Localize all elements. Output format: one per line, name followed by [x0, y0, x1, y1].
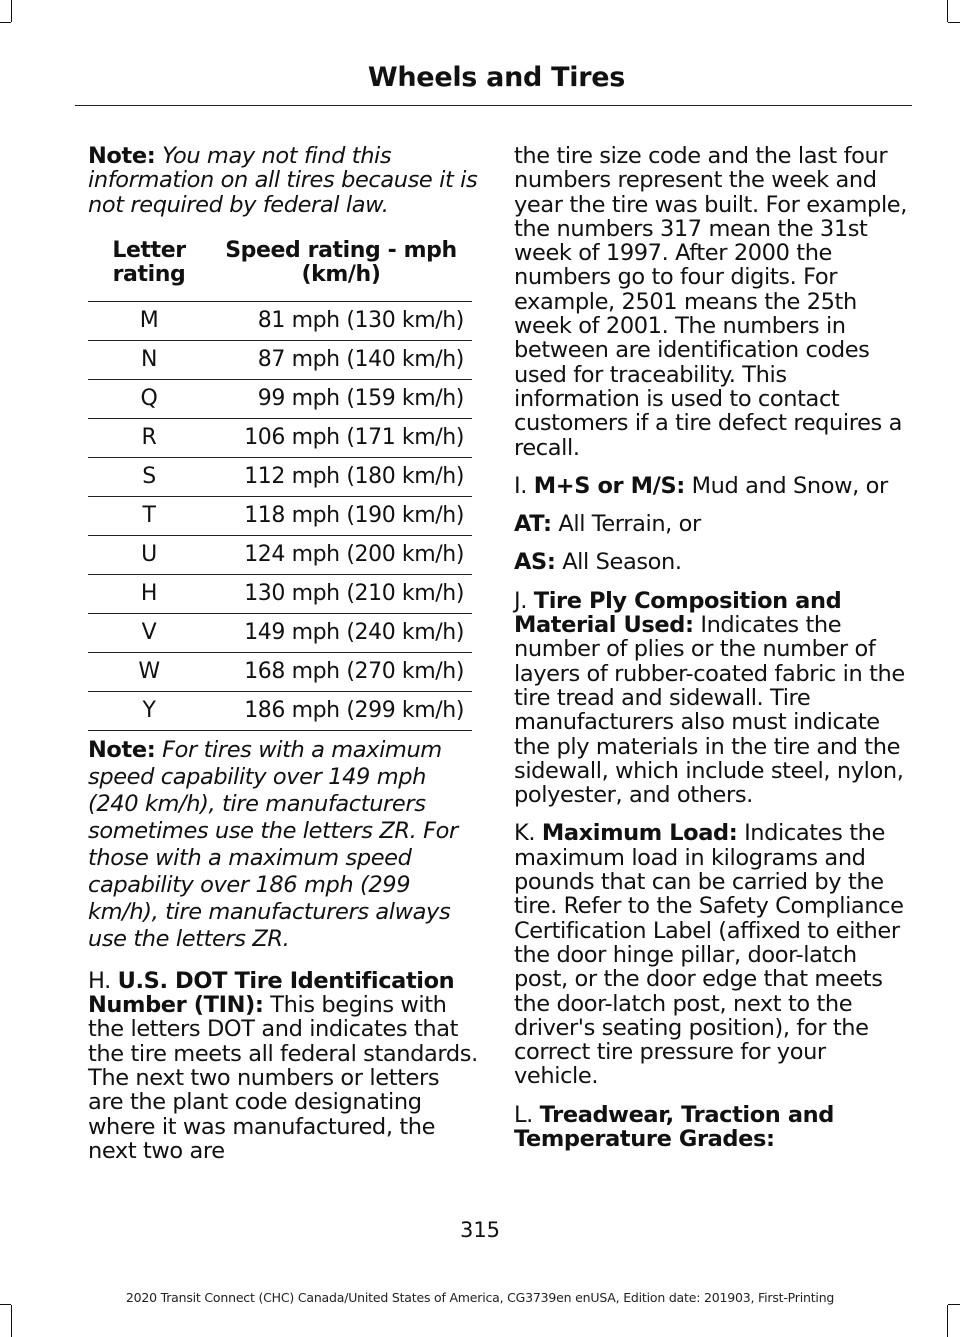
speed-cell: 149 mph (240 km/h) [210, 613, 472, 652]
note-label: Note: [88, 736, 156, 763]
speed-cell: 112 mph (180 km/h) [210, 457, 472, 496]
table-row [88, 535, 472, 574]
item-text: All Terrain, or [558, 511, 701, 538]
speed-cell: 87 mph (140 km/h) [210, 340, 472, 379]
crop-mark [947, 1305, 948, 1337]
item-prefix: H. [88, 967, 111, 994]
crop-mark [11, 1305, 12, 1337]
item-title: AT: [514, 511, 552, 538]
page-header-title: Wheels and Tires [367, 62, 625, 93]
table-row [88, 379, 472, 418]
note-paragraph [88, 144, 478, 217]
letter-cell: W [88, 652, 210, 691]
left-column [88, 144, 478, 1177]
item-h-paragraph [88, 969, 478, 1163]
speed-cell: 81 mph (130 km/h) [210, 301, 472, 340]
note-text: For tires with a maximum speed capability over 149 mph (240 km/h), tire manufacturers sometimes use the letters ZR. For those with a maximum speed capability over 186 mph (299 km/h), tire manufacturers always use the letters ZR. [88, 736, 458, 952]
crop-mark [11, 0, 12, 22]
item-text: Indicates the number of plies or the number of layers of rubber-coated fabric in the tire tread and sidewall. Tire manufacturers also must indicate the ply materials in the tire and the sidewall, which include steel, nylon, polyester, and others. [514, 612, 905, 809]
item-title: Treadwear, Traction and Temperature Grades: [514, 1101, 834, 1152]
item-i-paragraph [514, 474, 914, 498]
table-row [88, 457, 472, 496]
item-title: AS: [514, 549, 556, 576]
continuation-paragraph: the tire size code and the last four numbers represent the week and year the tire was built. For example, the numbers 317 mean the 31st week of 1997. After 2000 the numbers go to four digits. For example, 2501 means the 25th week of 2001. The numbers in between are identification codes used for traceability. This information is used to contact customers if a tire defect requires a recall. [514, 143, 907, 461]
crop-mark [947, 0, 948, 22]
speed-rating-table [88, 239, 472, 731]
letter-cell: V [88, 613, 210, 652]
note-paragraph [88, 737, 478, 953]
table-row [88, 418, 472, 457]
item-prefix: J. [514, 587, 527, 614]
note-label: Note: [88, 143, 156, 169]
column-header-letter: Letter rating [88, 239, 210, 302]
table-row [88, 613, 472, 652]
speed-cell: 99 mph (159 km/h) [210, 379, 472, 418]
table-row [88, 496, 472, 535]
item-j-paragraph [514, 589, 914, 808]
table-row [88, 574, 472, 613]
crop-mark [948, 22, 960, 23]
right-column [514, 144, 914, 1165]
item-l-paragraph [514, 1103, 914, 1152]
item-prefix: I. [514, 472, 527, 499]
table-header-row [88, 239, 472, 302]
letter-cell: H [88, 574, 210, 613]
speed-cell: 168 mph (270 km/h) [210, 652, 472, 691]
letter-cell: U [88, 535, 210, 574]
item-title: Tire Ply Composition and Material Used: [514, 587, 842, 639]
item-title: U.S. DOT Tire Identification Number (TIN): [88, 967, 455, 1019]
table-row [88, 301, 472, 340]
crop-mark [0, 22, 11, 23]
letter-cell: Y [88, 691, 210, 730]
speed-cell: 118 mph (190 km/h) [210, 496, 472, 535]
item-title: Maximum Load: [541, 820, 738, 847]
item-text: All Season. [562, 549, 682, 576]
table-row [88, 691, 472, 730]
item-title: M+S or M/S: [533, 472, 685, 499]
note-text: You may not find this information on all tires because it is not required by federal law. [88, 143, 478, 218]
letter-cell: R [88, 418, 210, 457]
item-k-paragraph [514, 821, 914, 1088]
column-header-speed: Speed rating - mph (km/h) [210, 239, 472, 302]
letter-cell: T [88, 496, 210, 535]
letter-cell: S [88, 457, 210, 496]
table-row [88, 652, 472, 691]
speed-cell: 124 mph (200 km/h) [210, 535, 472, 574]
item-at-paragraph [514, 512, 914, 536]
speed-cell: 186 mph (299 km/h) [210, 691, 472, 730]
page-number: 315 [459, 1218, 501, 1242]
letter-cell: Q [88, 379, 210, 418]
letter-cell: N [88, 340, 210, 379]
speed-cell: 106 mph (171 km/h) [210, 418, 472, 457]
header-divider [75, 105, 912, 106]
item-prefix: L. [514, 1101, 533, 1128]
item-as-paragraph [514, 550, 914, 574]
footer-publication-info: 2020 Transit Connect (CHC) Canada/United States of America, CG3739en enUSA, Edition date: 201903, First-Printing [125, 1290, 835, 1305]
letter-cell: M [88, 301, 210, 340]
item-prefix: K. [514, 820, 536, 847]
speed-cell: 130 mph (210 km/h) [210, 574, 472, 613]
item-text: Indicates the maximum load in kilograms and pounds that can be carried by the tire. Refer to the Safety Compliance Certification Label (affixed to either the door hinge pillar, door-latch post, or the door edge that meets the door-latch post, next to the driver's seating position), for the correct tire pressure for your vehicle. [514, 820, 904, 1090]
item-text: Mud and Snow, or [691, 472, 888, 499]
item-text: This begins with the letters DOT and indicates that the tire meets all federal standards. The next two numbers or letters are the plant code designating where it was manufactured, the next two are [88, 992, 478, 1164]
table-row [88, 340, 472, 379]
